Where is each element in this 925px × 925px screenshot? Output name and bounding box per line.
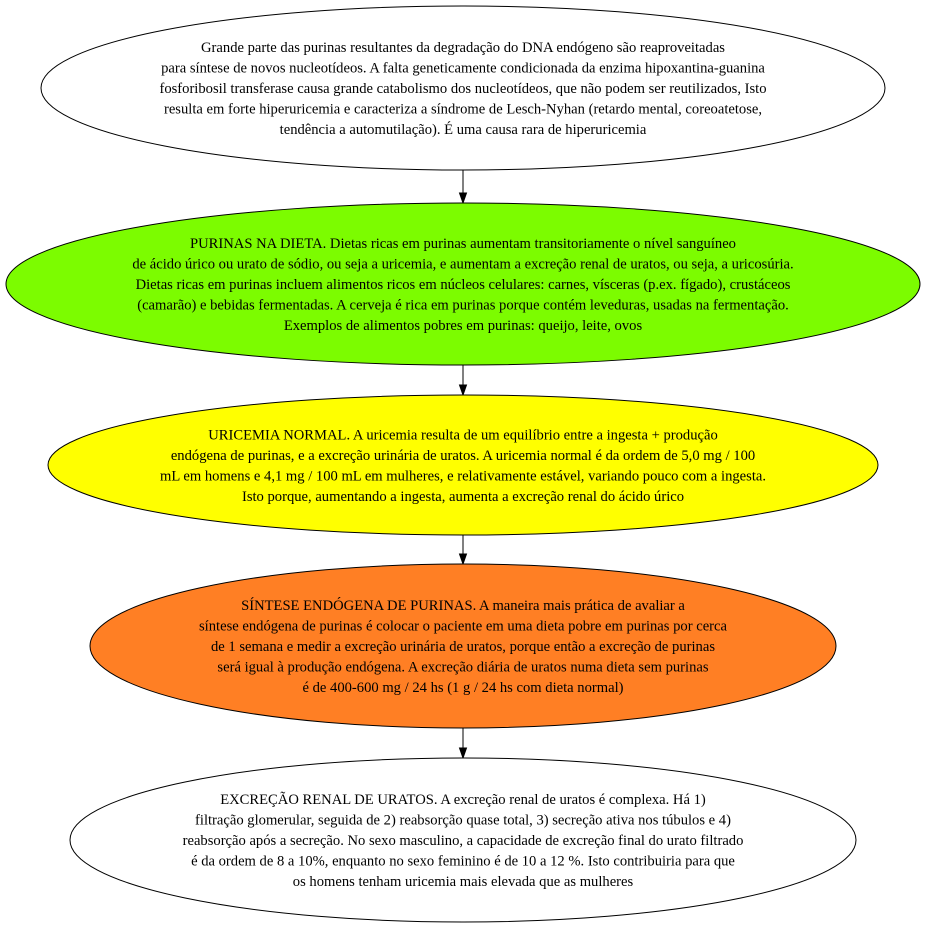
node-text-line: URICEMIA NORMAL. A uricemia resulta de um equilíbrio entre a ingesta + produção (208, 427, 718, 444)
node-text-line: será igual à produção endógena. A excreção diária de uratos numa dieta sem purinas (217, 659, 709, 676)
node-ellipse (48, 395, 878, 535)
node-text-line: é da ordem de 8 a 10%, enquanto no sexo feminino é de 10 a 12 %. Isto contribuiria para que (191, 853, 735, 870)
node-text-line: Isto porque, aumentando a ingesta, aumenta a excreção renal do ácido úrico (241, 488, 685, 505)
node-text-line: Exemplos de alimentos pobres em purinas: queijo, leite, ovos (283, 318, 643, 334)
node-text-line: fosforibosil transferase causa grande catabolismo dos nucleotídeos, que não podem ser reutilizados, Isto (159, 81, 767, 97)
node-text-line: tendência a automutilação). É uma causa rara de hiperuricemia (279, 122, 647, 138)
node-purinas-na-dieta (6, 203, 920, 365)
node-text-line: de 1 semana e medir a excreção urinária de uratos, porque então a excreção de purinas (210, 639, 716, 655)
arrowhead-icon (460, 748, 467, 758)
edge-lesch-nyhan-to-purinas-na-dieta (460, 170, 467, 203)
arrowhead-icon (460, 193, 467, 203)
node-text-line: Dietas ricas em purinas incluem alimentos ricos em núcleos celulares: carnes, vísceras (p.ex. fígado), crustáceos (135, 277, 791, 293)
node-text-line: mL em homens e 4,1 mg / 100 mL em mulheres, e relativamente estável, variando pouco com a ingesta. (160, 468, 766, 485)
node-text-line: de ácido úrico ou urato de sódio, ou seja a uricemia, e aumentam a excreção renal de uratos, ou seja, a uricosúria. (132, 256, 794, 273)
arrowhead-icon (460, 385, 467, 395)
node-lesch-nyhan (41, 6, 885, 170)
node-text-line: filtração glomerular, seguida de 2) reabsorção quase total, 3) secreção ativa nos túbulos e 4) (195, 812, 731, 829)
nodes-layer (6, 6, 920, 922)
node-text-line: endógena de purinas, e a excreção urinária de uratos. A uricemia normal é da ordem de 5,0 mg / 100 (170, 447, 756, 464)
node-uricemia-normal (48, 395, 878, 535)
node-text-line: os homens tenham uricemia mais elevada que as mulheres (292, 874, 634, 890)
node-text-line: para síntese de novos nucleotídeos. A falta geneticamente condicionada da enzima hipoxantina-guanina (161, 60, 765, 77)
node-text-line: (camarão) e bebidas fermentadas. A cerveja é rica em purinas porque contém leveduras, usadas na fermentação. (137, 297, 789, 314)
node-text-line: Grande parte das purinas resultantes da degradação do DNA endógeno são reaproveitadas (201, 40, 725, 56)
node-text-line: SÍNTESE ENDÓGENA DE PURINAS. A maneira mais prática de avaliar a (241, 598, 685, 614)
edge-purinas-na-dieta-to-uricemia-normal (460, 365, 467, 395)
node-text-line: é de 400-600 mg / 24 hs (1 g / 24 hs com dieta normal) (302, 680, 624, 696)
node-text-line: resulta em forte hiperuricemia e caracteriza a síndrome de Lesch-Nyhan (retardo mental, coreoatetose, (163, 101, 763, 118)
node-excrecao-renal (70, 758, 856, 922)
edge-sintese-endogena-to-excrecao-renal (460, 728, 467, 758)
node-text-line: síntese endógena de purinas é colocar o paciente em uma dieta pobre em purinas por cerca (199, 618, 727, 635)
arrowhead-icon (460, 554, 467, 564)
node-text-line: reabsorção após a secreção. No sexo masculino, a capacidade de excreção final do urato filtrado (182, 833, 744, 849)
node-sintese-endogena (90, 564, 836, 728)
node-text-line: EXCREÇÃO RENAL DE URATOS. A excreção renal de uratos é complexa. Há 1) (220, 792, 706, 808)
node-text-line: PURINAS NA DIETA. Dietas ricas em purinas aumentam transitoriamente o nível sanguíneo (190, 236, 736, 252)
edge-uricemia-normal-to-sintese-endogena (460, 535, 467, 564)
